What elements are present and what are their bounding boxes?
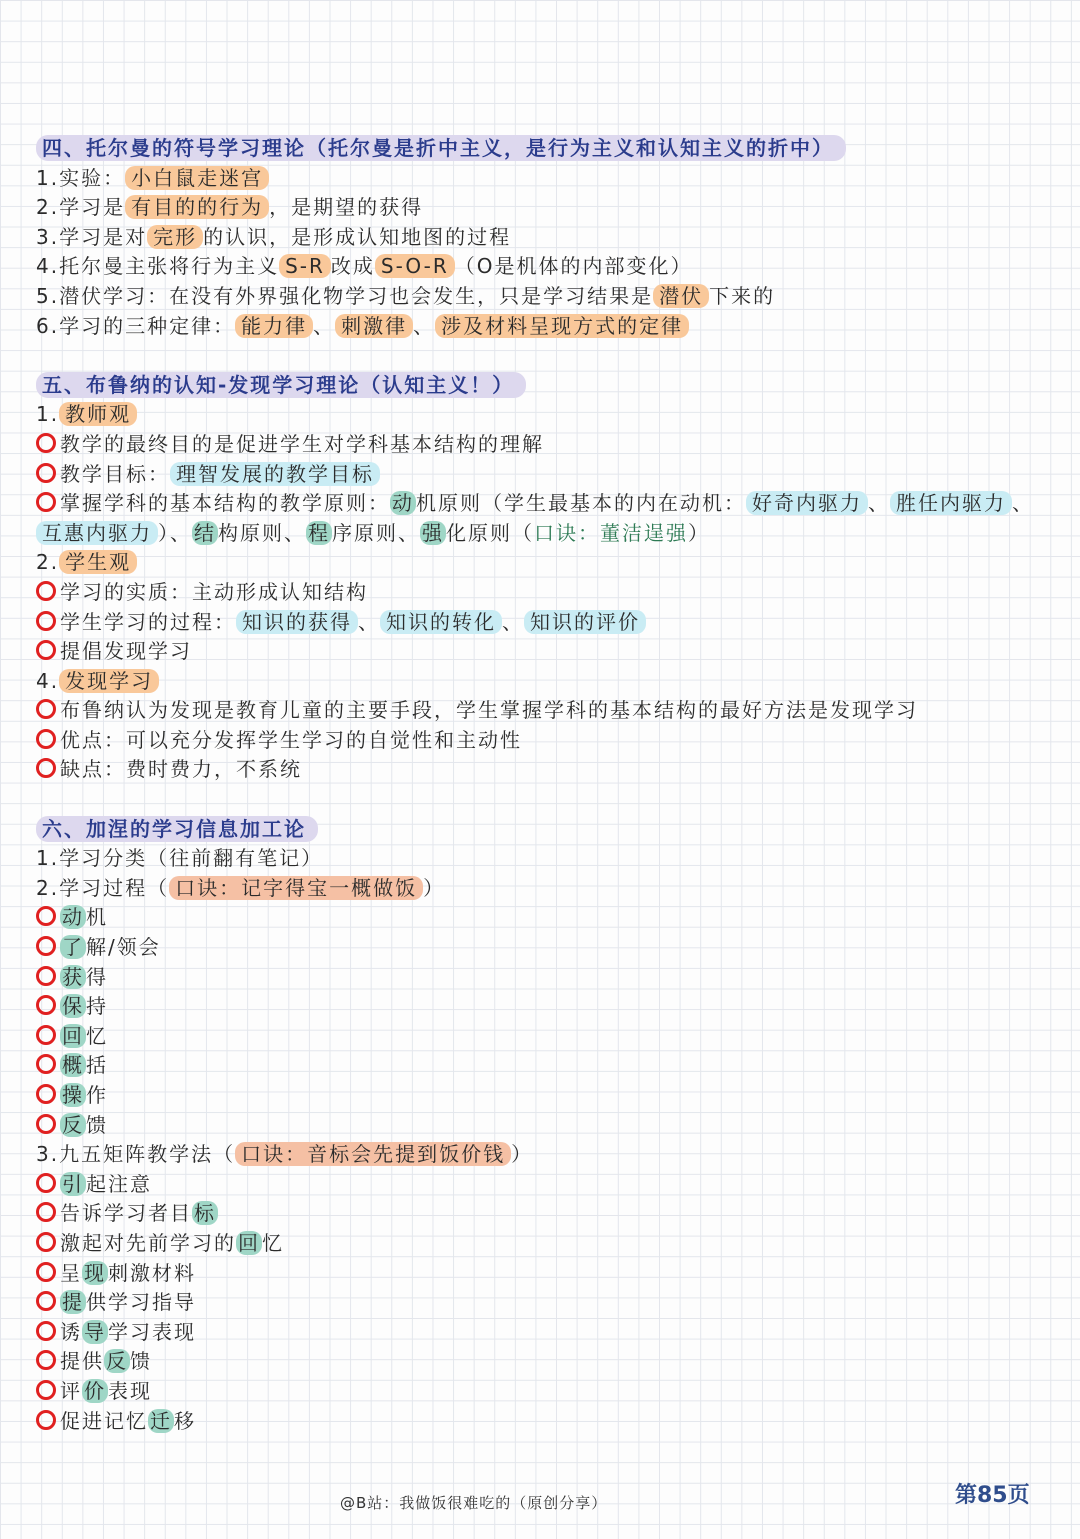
teacher-view-heading: 1. 教师观: [36, 400, 1051, 430]
sec4-line-1: 1.实验： 小白鼠走迷宫: [36, 164, 1051, 194]
list-item: 了 解/领会: [36, 933, 1051, 963]
circle-bullet-icon: [36, 1321, 56, 1341]
circle-bullet-icon: [36, 611, 56, 631]
circle-bullet-icon: [36, 463, 56, 483]
teacher-point-1: 教学的最终目的是促进学生对学科基本结构的理解: [36, 430, 1051, 460]
student-point-3: 提倡发现学习: [36, 637, 1051, 667]
circle-bullet-icon: [36, 1202, 56, 1222]
list-item: 操 作: [36, 1081, 1051, 1111]
sec6-line-2: 2.学习过程（ 口诀：记字得宝一概做饭 ）: [36, 875, 446, 900]
sec4-line-3: 3.学习是对 完形 的认识，是形成认知地图的过程: [36, 224, 512, 249]
list-item: 保 持: [36, 992, 1051, 1022]
discovery-point-3: 缺点：费时费力，不系统: [36, 755, 1051, 785]
list-item: 诱 导 学习表现: [36, 1318, 1051, 1348]
circle-bullet-icon: [36, 1025, 56, 1045]
list-item: 获 得: [36, 963, 1051, 993]
page-number: 第85页: [955, 1483, 1030, 1508]
teacher-point-2: 教学目标： 理智发展的教学目标: [36, 460, 1051, 490]
section-5-title: 五、布鲁纳的认知-发现学习理论（认知主义！）: [36, 371, 1051, 401]
list-item: 评 价 表现: [36, 1377, 1051, 1407]
list-item: 提 供学习指导: [36, 1288, 1051, 1318]
circle-bullet-icon: [36, 492, 56, 512]
circle-bullet-icon: [36, 966, 56, 986]
list-item: 回 忆: [36, 1022, 1051, 1052]
discovery-point-2: 优点：可以充分发挥学生学习的自觉性和主动性: [36, 726, 1051, 756]
list-item: 概 括: [36, 1051, 1051, 1081]
circle-bullet-icon: [36, 1084, 56, 1104]
circle-bullet-icon: [36, 995, 56, 1015]
circle-bullet-icon: [36, 1054, 56, 1074]
circle-bullet-icon: [36, 1350, 56, 1370]
circle-bullet-icon: [36, 433, 56, 453]
circle-bullet-icon: [36, 906, 56, 926]
list-item: 提供 反 馈: [36, 1347, 1051, 1377]
list-item: 告诉学习者目 标: [36, 1199, 1051, 1229]
circle-bullet-icon: [36, 581, 56, 601]
footer-credit: @B站：我做饭很难吃的（原创分享）: [340, 1494, 608, 1512]
sec4-line-4: 4.托尔曼主张将行为主义 S-R 改成 S-O-R （O是机体的内部变化）: [36, 254, 693, 279]
matrix-list: [36, 1170, 1051, 1436]
circle-bullet-icon: [36, 729, 56, 749]
circle-bullet-icon: [36, 1114, 56, 1134]
circle-bullet-icon: [36, 1173, 56, 1193]
list-item: 动 机: [36, 903, 1051, 933]
sec4-line-5: 5.潜伏学习：在没有外界强化物学习也会发生，只是学习结果是 潜伏 下来的: [36, 283, 776, 308]
process-list: [36, 903, 1051, 1140]
section-6-title: 六、加涅的学习信息加工论: [36, 815, 1051, 845]
circle-bullet-icon: [36, 1291, 56, 1311]
student-point-2: 学生学习的过程： 知识的获得 、 知识的转化 、 知识的评价: [36, 608, 1051, 638]
list-item: 促进记忆 迁 移: [36, 1407, 1051, 1437]
circle-bullet-icon: [36, 1410, 56, 1430]
circle-bullet-icon: [36, 699, 56, 719]
note-page: [36, 134, 1051, 1436]
circle-bullet-icon: [36, 936, 56, 956]
circle-bullet-icon: [36, 758, 56, 778]
sec4-line-6: 6.学习的三种定律： 能力律 、 刺激律 、 涉及材料呈现方式的定律: [36, 312, 1051, 342]
section-4-title: 四、托尔曼的符号学习理论（托尔曼是折中主义，是行为主义和认知主义的折中）: [36, 134, 1051, 164]
teacher-point-3: 掌握学科的基本结构的教学原则： 动 机原则（学生最基本的内在动机： 好奇内驱力 、 胜任内驱力 、互惠内驱力 ）、 结 构原则、 程 序原则、 强 化原则（口诀：董洁逞强）: [36, 489, 1051, 548]
list-item: 反 馈: [36, 1111, 1051, 1141]
sec6-line-3: 3.九五矩阵教学法（ 口诀：音标会先提到饭价钱 ）: [36, 1142, 534, 1167]
list-item: 引 起注意: [36, 1170, 1051, 1200]
circle-bullet-icon: [36, 1380, 56, 1400]
list-item: 激起对先前学习的 回 忆: [36, 1229, 1051, 1259]
list-item: 呈 现 刺激材料: [36, 1259, 1051, 1289]
student-point-1: 学习的实质：主动形成认知结构: [36, 578, 1051, 608]
discovery-point-1: 布鲁纳认为发现是教育儿童的主要手段，学生掌握学科的基本结构的最好方法是发现学习: [36, 696, 1051, 726]
student-view-heading: 2. 学生观: [36, 548, 1051, 578]
circle-bullet-icon: [36, 1232, 56, 1252]
sec4-line-2: 2.学习是 有目的的行为 ，是期望的获得: [36, 195, 424, 220]
discovery-heading: 4. 发现学习: [36, 667, 1051, 697]
circle-bullet-icon: [36, 1262, 56, 1282]
circle-bullet-icon: [36, 640, 56, 660]
sec6-line-1: 1.学习分类（往前翻有笔记）: [36, 846, 324, 871]
